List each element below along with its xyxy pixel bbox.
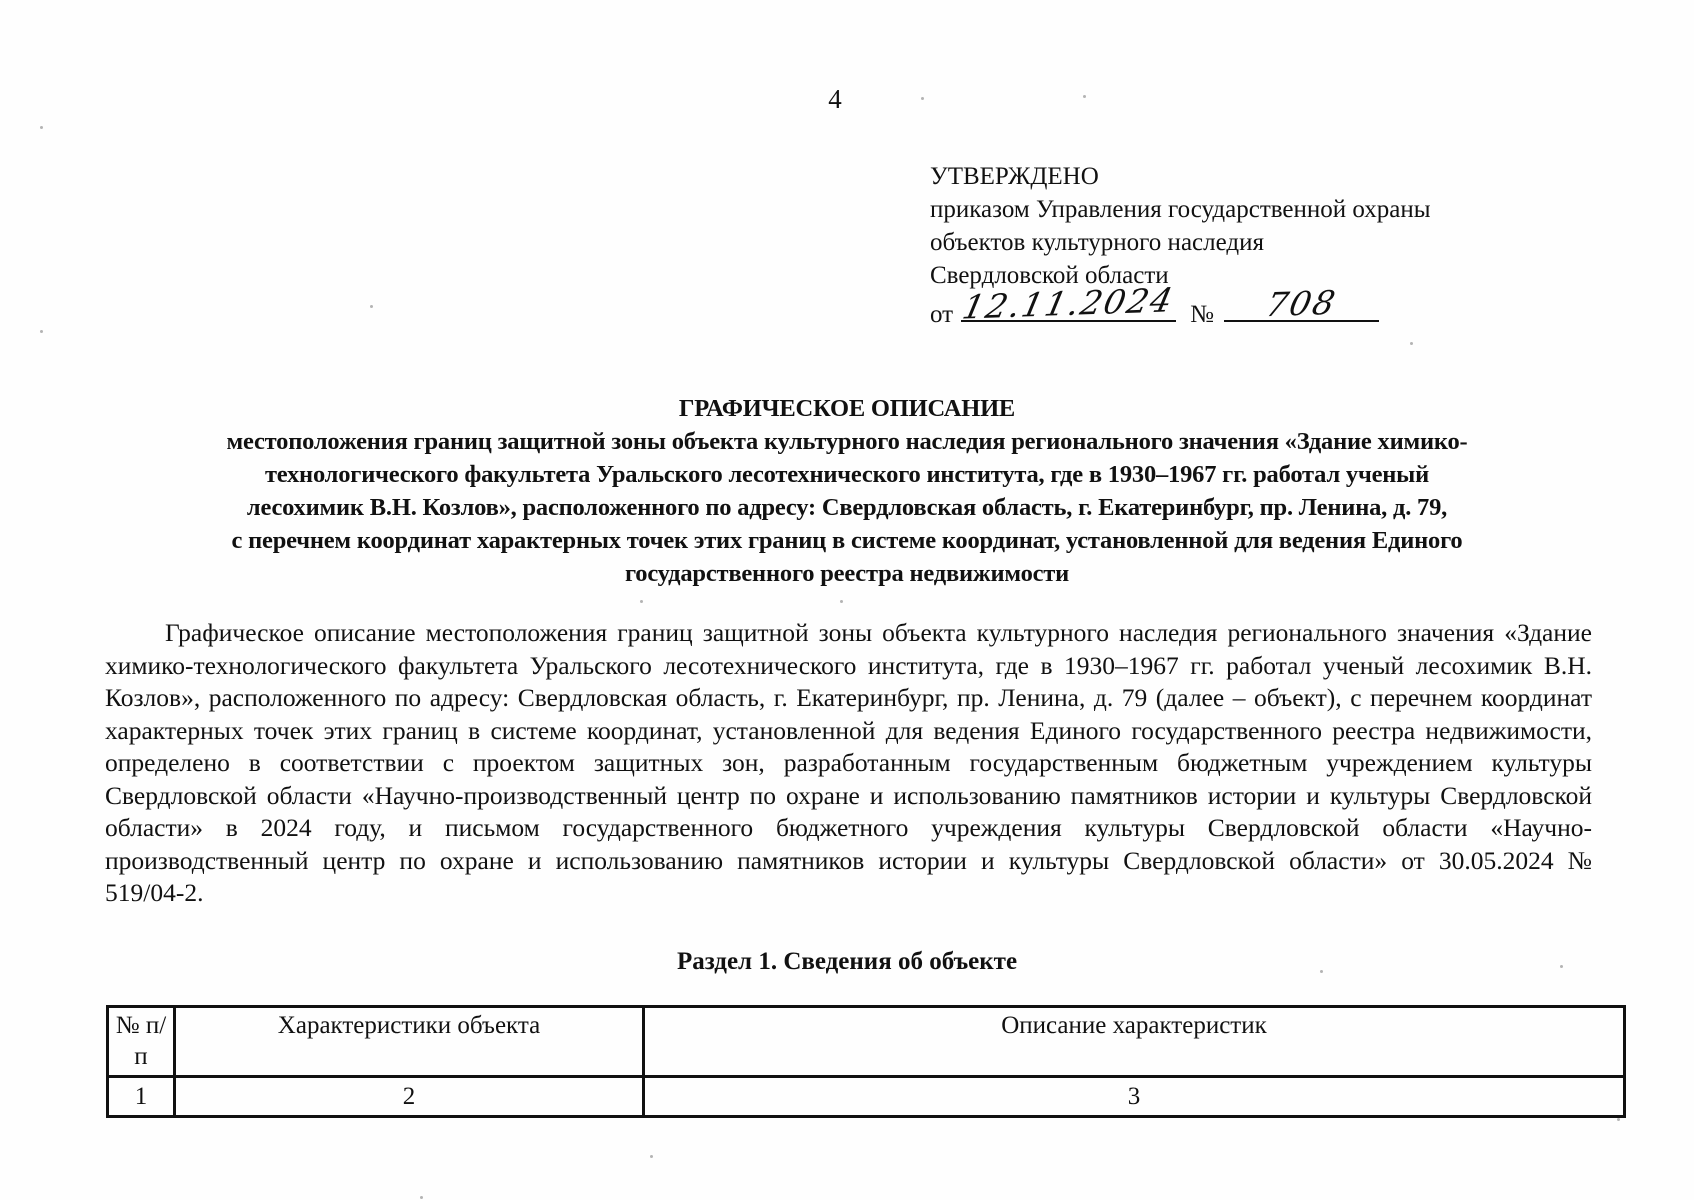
table-header-row	[108, 1007, 1625, 1077]
header-cell-description: Описание характеристик	[644, 1007, 1625, 1077]
section-1-heading: Раздел 1. Сведения об объекте	[676, 948, 1018, 975]
scan-speckle	[921, 97, 924, 100]
document-title-line: лесохимик В.Н. Козлов», расположенного по адресу: Свердловская область, г. Екатеринбург, пр. Ленина, д. 79,	[246, 494, 1448, 521]
scan-speckle	[370, 305, 373, 308]
document-title-line: с перечнем координат характерных точек этих границ в системе координат, установленной для ведения Единого	[231, 527, 1463, 554]
scan-speckle	[1320, 970, 1323, 973]
approval-number-underline	[1224, 282, 1379, 325]
approval-authority-line2: объектов культурного наследия	[930, 229, 1264, 256]
scan-speckle	[40, 126, 43, 129]
handwritten-date: 12.11.2024	[959, 280, 1179, 327]
scan-speckle	[1617, 1118, 1620, 1121]
object-info-table	[106, 1005, 1626, 1118]
approval-number-sign: №	[1190, 301, 1214, 328]
table-column-number-row	[108, 1077, 1625, 1117]
column-number-cell: 1	[108, 1077, 175, 1117]
approval-date-prefix: от	[930, 301, 954, 328]
scan-speckle	[1560, 965, 1563, 968]
body-paragraph: Графическое описание местоположения границ защитной зоны объекта культурного наследия регионального значения «Здание химико-технологического факультета Уральского лесотехнического института, где в 1930–1967 гг. работал ученый лесохимик В.Н. Козлов», расположенного по адресу: Свердловская область, г. Екатеринбург, пр. Ленина, д. 79 (далее – объект), с перечнем координат характерных точек этих границ в системе координат, установленной для ведения Единого государственного реестра недвижимости, определено в соответствии с проектом защитных зон, разработанным государственным бюджетным учреждением культуры Свердловской области «Научно-производственный центр по охране и использованию памятников истории и культуры Свердловской области» в 2024 году, и письмом государственного бюджетного учреждения культуры Свердловской области «Научно-производственный центр по охране и использованию памятников истории и культуры Свердловской области» от 30.05.2024 № 519/04-2.	[105, 618, 1592, 907]
approval-authority-line3: Свердловской области	[930, 262, 1169, 289]
column-number-cell: 2	[175, 1077, 644, 1117]
approval-date-number-line	[930, 280, 1490, 331]
page-number: 4	[828, 84, 842, 114]
scan-speckle	[40, 330, 43, 333]
document-title	[100, 392, 1594, 590]
approval-stamp-title: УТВЕРЖДЕНО	[930, 163, 1099, 190]
document-title-line: государственного реестра недвижимости	[624, 560, 1070, 587]
scan-speckle	[840, 600, 843, 603]
document-title-line: местоположения границ защитной зоны объекта культурного наследия регионального значения «Здание химико-	[226, 428, 1468, 455]
header-cell-characteristics: Характеристики объекта	[175, 1007, 644, 1077]
scan-speckle	[420, 1196, 423, 1199]
document-title-line: технологического факультета Уральского лесотехнического института, где в 1930–1967 гг. работал ученый	[264, 461, 1430, 488]
approval-authority-line1: приказом Управления государственной охраны	[930, 196, 1431, 223]
approval-block	[930, 160, 1490, 331]
handwritten-number: 708	[1262, 282, 1341, 325]
column-number-cell: 3	[644, 1077, 1625, 1117]
scan-speckle	[650, 1155, 653, 1158]
scan-speckle	[640, 600, 643, 603]
scan-speckle	[1410, 342, 1413, 345]
scan-speckle	[1083, 95, 1086, 98]
header-cell-npp: № п/п	[108, 1007, 175, 1077]
approval-date-underline	[959, 280, 1179, 327]
document-title-line: ГРАФИЧЕСКОЕ ОПИСАНИЕ	[678, 395, 1016, 422]
